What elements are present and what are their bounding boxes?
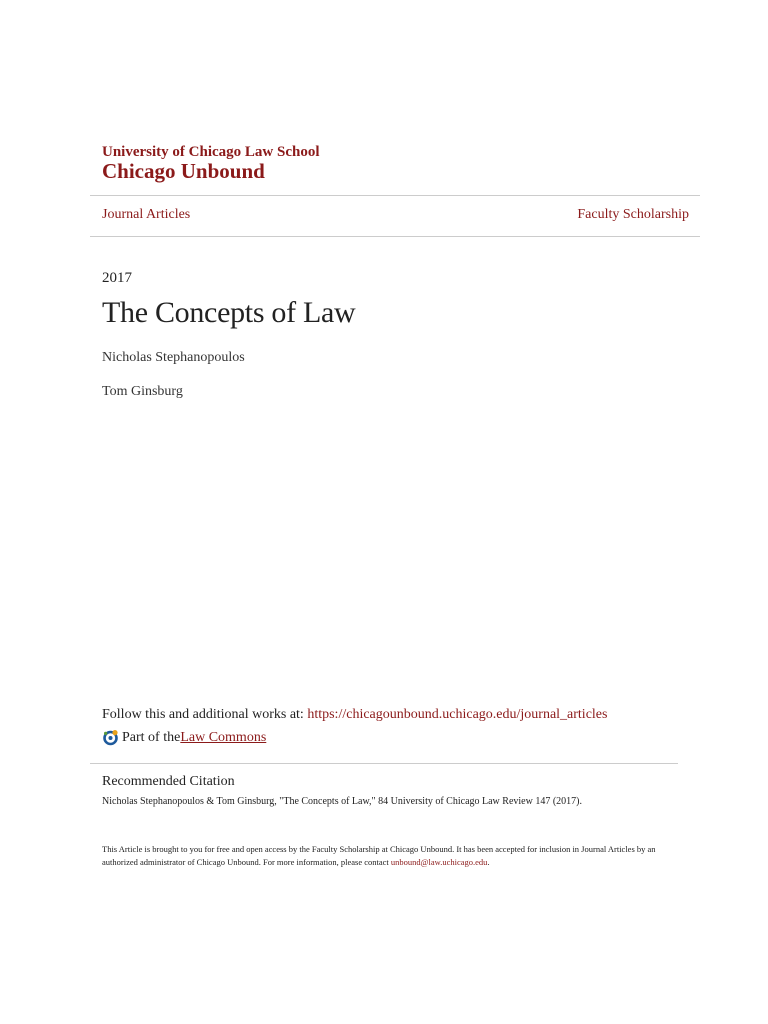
journal-articles-link[interactable]: Journal Articles (102, 207, 191, 222)
network-commons-icon (102, 729, 119, 746)
article-title: The Concepts of Law (102, 296, 356, 329)
journal-articles-url-link[interactable]: https://chicagounbound.uchicago.edu/journal_articles (307, 707, 608, 722)
law-commons-link[interactable]: Law Commons (180, 729, 267, 745)
follow-prefix: Follow this and additional works at: (102, 707, 308, 722)
publication-year: 2017 (102, 270, 132, 286)
faculty-scholarship-link[interactable]: Faculty Scholarship (577, 207, 689, 222)
header-top-rule (90, 195, 700, 196)
follow-line (102, 707, 607, 723)
author-name: Tom Ginsburg (102, 384, 183, 399)
contact-email-link[interactable]: unbound@law.uchicago.edu (390, 857, 488, 867)
notice-text: This Article is brought to you for free and open access by the Faculty Scholarship at Chicago Unbound. It has been accepted for inclusion in Journal Articles by an authorized administrator of Chicago Unbound. For more information, please contact (102, 844, 656, 867)
recommended-citation-heading: Recommended Citation (102, 774, 235, 789)
notice-end: . (487, 857, 490, 867)
institution-name: University of Chicago Law School (102, 144, 320, 160)
header-bottom-rule (90, 236, 700, 237)
part-of-line (102, 729, 266, 746)
citation-text: Nicholas Stephanopoulos & Tom Ginsburg, "The Concepts of Law," 84 University of Chicago Law Review 147 (2017). (102, 796, 582, 807)
part-of-prefix: Part of the (122, 729, 181, 745)
citation-rule (90, 763, 678, 764)
repository-name: Chicago Unbound (102, 159, 265, 183)
author-name: Nicholas Stephanopoulos (102, 350, 245, 365)
access-notice (102, 843, 662, 869)
